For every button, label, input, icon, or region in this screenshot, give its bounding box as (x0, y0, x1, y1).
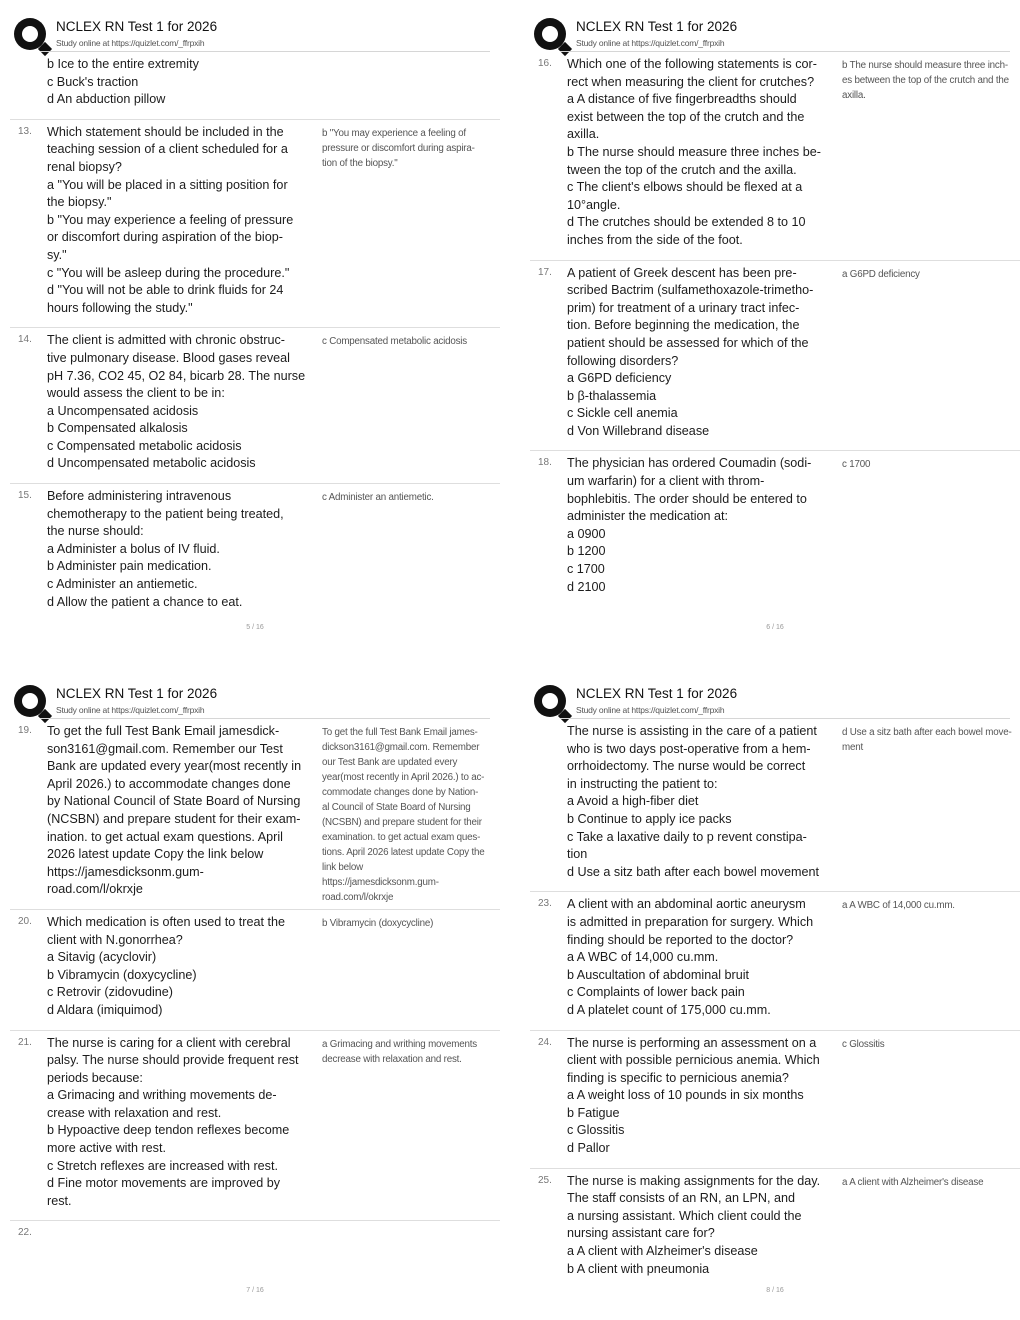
question-text (47, 124, 319, 318)
question-line: teaching session of a client scheduled for a (47, 142, 288, 157)
question-line: b Continue to apply ice packs (567, 811, 732, 826)
question-number: 18. (538, 457, 552, 469)
question-text (47, 914, 319, 1020)
question-number: 17. (538, 266, 552, 278)
question-line: Which one of the following statements is cor- (567, 57, 817, 71)
question-text (567, 56, 839, 250)
question-item (10, 1031, 500, 1222)
question-item (10, 120, 500, 329)
answer-line: b Vibramycin (doxycycline) (322, 917, 434, 929)
question-text (47, 332, 319, 473)
question-number: 22. (18, 1227, 32, 1239)
answer-text (842, 1175, 1014, 1190)
question-text (47, 1035, 319, 1211)
question-item (530, 719, 1020, 892)
question-line: A client with an abdominal aortic aneurysm (567, 897, 806, 912)
page-6 (530, 14, 1020, 631)
question-line: b Compensated alkalosis (47, 421, 188, 436)
question-line: tive pulmonary disease. Blood gases reveal (47, 350, 290, 365)
question-line: a nursing assistant. Which client could the (567, 1208, 802, 1223)
question-text (567, 1173, 839, 1279)
question-line: hours following the study." (47, 300, 193, 315)
question-line: A patient of Greek descent has been pre- (567, 265, 797, 280)
question-line: d An abduction pillow (47, 92, 166, 107)
answer-line: year(most recently in April 2026.) to ac- (322, 772, 485, 783)
quizlet-logo-icon (534, 18, 566, 50)
page-subtitle: Study online at https://quizlet.com/_ffrpxih (56, 705, 205, 715)
question-line: c "You will be asleep during the procedure." (47, 265, 290, 280)
question-line: bophlebitis. The order should be entered to (567, 491, 807, 506)
answer-text (842, 58, 1014, 103)
page-7 (10, 681, 500, 1294)
question-line: pH 7.36, CO2 45, O2 84, bicarb 28. The nurse (47, 368, 306, 383)
question-line: a A distance of five fingerbreadths should (567, 92, 797, 107)
answer-line: a A client with Alzheimer's disease (842, 1176, 984, 1188)
question-line: chemotherapy to the patient being treated, (47, 506, 284, 521)
answer-line: es between the top of the crutch and the (842, 75, 1009, 86)
question-line: the biopsy." (47, 195, 112, 210)
question-line: c Administer an antiemetic. (47, 577, 198, 592)
answer-line: https://jamesdicksonm.gum- (322, 877, 439, 888)
question-line: tween the top of the crutch and the axilla. (567, 162, 797, 177)
answer-line: c Glossitis (842, 1038, 885, 1050)
question-list (530, 52, 1020, 606)
question-line: b 1200 (567, 544, 606, 559)
question-line: um warfarin) for a client with throm- (567, 474, 765, 489)
question-line: a "You will be placed in a sitting position for (47, 177, 288, 192)
question-text (567, 723, 839, 881)
answer-line: c 1700 (842, 459, 871, 471)
question-number: 24. (538, 1036, 552, 1048)
question-line: would assess the client to be in: (47, 386, 225, 401)
quizlet-logo-icon (14, 685, 46, 717)
question-line: prim) for treatment of a urinary tract infec- (567, 300, 800, 315)
answer-line: d Use a sitz bath after each bowel move- (842, 727, 1012, 738)
page-title: NCLEX RN Test 1 for 2026 (576, 686, 738, 701)
question-line: https://jamesdicksonm.gum- (47, 864, 204, 879)
quizlet-logo-icon (534, 685, 566, 717)
answer-text (322, 334, 494, 349)
question-text (47, 56, 319, 109)
question-line: b Fatigue (567, 1105, 620, 1120)
page-title: NCLEX RN Test 1 for 2026 (56, 19, 218, 34)
question-line: a A weight loss of 10 pounds in six months (567, 1088, 804, 1103)
answer-text (322, 1037, 494, 1067)
answer-line: dickson3161@gmail.com. Remember (322, 742, 480, 753)
question-line: To get the full Test Bank Email jamesdick- (47, 724, 280, 738)
question-line: inches from the side of the foot. (567, 232, 743, 247)
question-line: c Stretch reflexes are increased with rest. (47, 1158, 278, 1173)
question-line: The nurse is assisting in the care of a patient (567, 724, 817, 738)
answer-text (322, 490, 494, 505)
question-line: following disorders? (567, 353, 679, 368)
answer-text (322, 126, 494, 171)
answer-text (842, 725, 1014, 755)
page-header (530, 681, 1020, 719)
answer-line: a Grimacing and writhing movements (322, 1038, 477, 1050)
answer-line: a A WBC of 14,000 cu.mm. (842, 900, 955, 912)
answer-line: ment (842, 742, 863, 753)
answer-line: al Council of State Board of Nursing (322, 802, 471, 813)
question-line: by National Council of State Board of Nursing (47, 794, 301, 809)
page-header (10, 681, 500, 719)
page-number: 6 / 16 (766, 624, 784, 631)
question-line: b Ice to the entire extremity (47, 57, 199, 71)
question-text (47, 723, 319, 899)
question-list (10, 719, 500, 1249)
question-line: c Buck's traction (47, 74, 139, 89)
question-line: d The crutches should be extended 8 to 10 (567, 215, 806, 230)
question-line: exist between the top of the crutch and the (567, 109, 805, 124)
question-number: 16. (538, 58, 552, 69)
answer-line: our Test Bank are updated every (322, 757, 458, 768)
answer-text (842, 1037, 1014, 1052)
question-number: 23. (538, 898, 552, 910)
question-line: a G6PD deficiency (567, 371, 672, 386)
question-number: 19. (18, 725, 32, 736)
page-number: 8 / 16 (766, 1287, 784, 1294)
answer-line: tion of the biopsy." (322, 157, 398, 169)
question-line: d Fine motor movements are improved by (47, 1176, 281, 1191)
question-item (10, 52, 500, 120)
question-line: b Vibramycin (doxycycline) (47, 967, 197, 982)
question-line: client with N.gonorrhea? (47, 932, 183, 947)
question-line: crease with relaxation and rest. (47, 1105, 222, 1120)
question-line: c The client's elbows should be flexed at a (567, 180, 803, 195)
question-line: April 2026.) to accommodate changes done (47, 776, 291, 791)
question-line: d Use a sitz bath after each bowel movement (567, 864, 820, 879)
answer-line: link below (322, 862, 364, 873)
question-line: c Sickle cell anemia (567, 406, 678, 421)
question-line: 10°angle. (567, 197, 621, 212)
question-line: is admitted in preparation for surgery. Which (567, 914, 814, 929)
question-line: d Uncompensated metabolic acidosis (47, 456, 256, 471)
question-list (530, 719, 1020, 1288)
page-title: NCLEX RN Test 1 for 2026 (576, 19, 738, 34)
question-item (10, 719, 500, 910)
question-line: c Complaints of lower back pain (567, 985, 745, 1000)
question-text (567, 265, 839, 441)
page-number: 5 / 16 (246, 624, 264, 631)
answer-line: a G6PD deficiency (842, 268, 920, 280)
question-line: The client is admitted with chronic obstruc- (47, 333, 285, 348)
question-line: (NCSBN) and prepare student for their exam- (47, 811, 301, 826)
question-line: Before administering intravenous (47, 489, 232, 504)
question-line: Which medication is often used to treat the (47, 914, 286, 929)
question-line: periods because: (47, 1070, 143, 1085)
question-line: tion. Before beginning the medication, the (567, 318, 800, 333)
question-line: ination. to get actual exam questions. April (47, 829, 283, 844)
page-number: 7 / 16 (246, 1287, 264, 1294)
question-line: orrhoidectomy. The nurse would be correct (567, 759, 806, 774)
question-line: d "You will not be able to drink fluids for 24 (47, 283, 284, 298)
page-8 (530, 681, 1020, 1294)
question-line: more active with rest. (47, 1141, 166, 1156)
answer-line: decrease with relaxation and rest. (322, 1053, 462, 1065)
question-line: a A client with Alzheimer's disease (567, 1244, 758, 1259)
question-line: a A WBC of 14,000 cu.mm. (567, 950, 719, 965)
answer-text (322, 916, 494, 931)
question-line: a Sitavig (acyclovir) (47, 950, 157, 965)
quizlet-logo-icon (14, 18, 46, 50)
question-number: 20. (18, 915, 32, 927)
question-line: d 2100 (567, 579, 606, 594)
question-line: a Avoid a high-fiber diet (567, 794, 699, 809)
question-line: c Retrovir (zidovudine) (47, 985, 173, 1000)
question-item (530, 261, 1020, 452)
page-5 (10, 14, 500, 631)
question-number: 14. (18, 334, 32, 346)
question-text (47, 488, 319, 611)
page-header (10, 14, 500, 52)
question-line: client with possible pernicious anemia. Which (567, 1053, 820, 1068)
question-item (10, 910, 500, 1031)
question-text (567, 455, 839, 596)
question-line: the nurse should: (47, 524, 144, 539)
question-line: a 0900 (567, 526, 606, 541)
question-line: b The nurse should measure three inches be- (567, 144, 821, 159)
question-line: sy." (47, 247, 67, 262)
question-line: c 1700 (567, 562, 605, 577)
question-line: who is two days post-operative from a hem- (567, 741, 811, 756)
question-line: b Administer pain medication. (47, 559, 212, 574)
question-line: finding should be reported to the doctor? (567, 932, 794, 947)
question-line: Which statement should be included in the (47, 124, 284, 139)
page-subtitle: Study online at https://quizlet.com/_ffrpxih (576, 705, 725, 715)
question-line: b β-thalassemia (567, 388, 657, 403)
answer-line: tions. April 2026 latest update Copy the (322, 847, 485, 858)
question-item (10, 1221, 500, 1249)
answer-text (842, 898, 1014, 913)
page-subtitle: Study online at https://quizlet.com/_ffrpxih (576, 38, 725, 48)
question-line: in instructing the patient to: (567, 776, 718, 791)
question-line: or discomfort during aspiration of the biop- (47, 230, 283, 245)
question-line: b Auscultation of abdominal bruit (567, 967, 750, 982)
question-line: 2026 latest update Copy the link below (47, 847, 264, 862)
question-item (530, 1169, 1020, 1289)
page-title: NCLEX RN Test 1 for 2026 (56, 686, 218, 701)
answer-text (842, 457, 1014, 472)
question-number: 13. (18, 125, 32, 137)
question-item (10, 328, 500, 484)
question-item (530, 52, 1020, 261)
answer-line: b "You may experience a feeling of (322, 127, 466, 139)
page-header (530, 14, 1020, 52)
question-line: d Aldara (imiquimod) (47, 1002, 163, 1017)
question-line: rect when measuring the client for crutches? (567, 74, 815, 89)
question-number: 25. (538, 1174, 552, 1186)
question-line: road.com/l/okrxje (47, 882, 143, 897)
question-line: administer the medication at: (567, 509, 729, 524)
question-text (567, 896, 839, 1019)
question-line: finding is specific to pernicious anemia? (567, 1070, 789, 1085)
question-line: d Pallor (567, 1141, 610, 1156)
question-line: tion (567, 847, 588, 862)
question-text (47, 1225, 319, 1239)
question-line: rest. (47, 1193, 72, 1208)
question-item (530, 892, 1020, 1030)
question-line: The staff consists of an RN, an LPN, and (567, 1191, 795, 1206)
answer-text (842, 267, 1014, 282)
question-line: axilla. (567, 127, 600, 142)
question-line: d Von Willebrand disease (567, 423, 710, 438)
question-line: palsy. The nurse should provide frequent rest (47, 1053, 299, 1068)
answer-line: (NCSBN) and prepare student for their (322, 817, 482, 828)
answer-line: c Compensated metabolic acidosis (322, 336, 467, 348)
question-item (530, 1031, 1020, 1169)
answer-line: examination. to get actual exam ques- (322, 832, 481, 843)
question-line: The physician has ordered Coumadin (sodi- (567, 456, 812, 471)
answer-line: pressure or discomfort during aspira- (322, 142, 475, 154)
question-line: The nurse is caring for a client with cerebral (47, 1035, 291, 1050)
answer-line: b The nurse should measure three inch- (842, 60, 1008, 71)
question-line: b "You may experience a feeling of pressure (47, 212, 294, 227)
answer-text (322, 725, 494, 905)
page-subtitle: Study online at https://quizlet.com/_ffrpxih (56, 38, 205, 48)
question-line: The nurse is making assignments for the day. (567, 1173, 821, 1188)
answer-line: road.com/l/okrxje (322, 892, 394, 903)
question-item (10, 484, 500, 621)
question-line: renal biopsy? (47, 159, 122, 174)
question-line: b Hypoactive deep tendon reflexes become (47, 1123, 290, 1138)
question-line: son3161@gmail.com. Remember our Test (47, 741, 283, 756)
question-line: c Glossitis (567, 1123, 625, 1138)
question-number: 21. (18, 1036, 32, 1048)
question-line: Bank are updated every year(most recently in (47, 759, 302, 774)
question-number: 15. (18, 490, 32, 502)
question-line: patient should be assessed for which of the (567, 335, 809, 350)
question-list (10, 52, 500, 621)
question-line: b A client with pneumonia (567, 1261, 710, 1276)
answer-line: commodate changes done by Nation- (322, 787, 479, 798)
question-line: d Allow the patient a chance to eat. (47, 594, 243, 609)
answer-line: To get the full Test Bank Email james- (322, 727, 478, 738)
question-line: c Compensated metabolic acidosis (47, 438, 242, 453)
answer-line: c Administer an antiemetic. (322, 492, 434, 504)
question-text (567, 1035, 839, 1158)
question-line: d A platelet count of 175,000 cu.mm. (567, 1002, 771, 1017)
question-line: scribed Bactrim (sulfamethoxazole-trimetho- (567, 283, 814, 298)
question-line: nursing assistant care for? (567, 1226, 715, 1241)
question-line: a Administer a bolus of IV fluid. (47, 541, 220, 556)
question-line: c Take a laxative daily to p revent constipa- (567, 829, 807, 844)
question-line: The nurse is performing an assessment on a (567, 1035, 817, 1050)
question-line: a Grimacing and writhing movements de- (47, 1088, 277, 1103)
answer-line: axilla. (842, 90, 866, 101)
question-item (530, 451, 1020, 606)
question-line: a Uncompensated acidosis (47, 403, 199, 418)
